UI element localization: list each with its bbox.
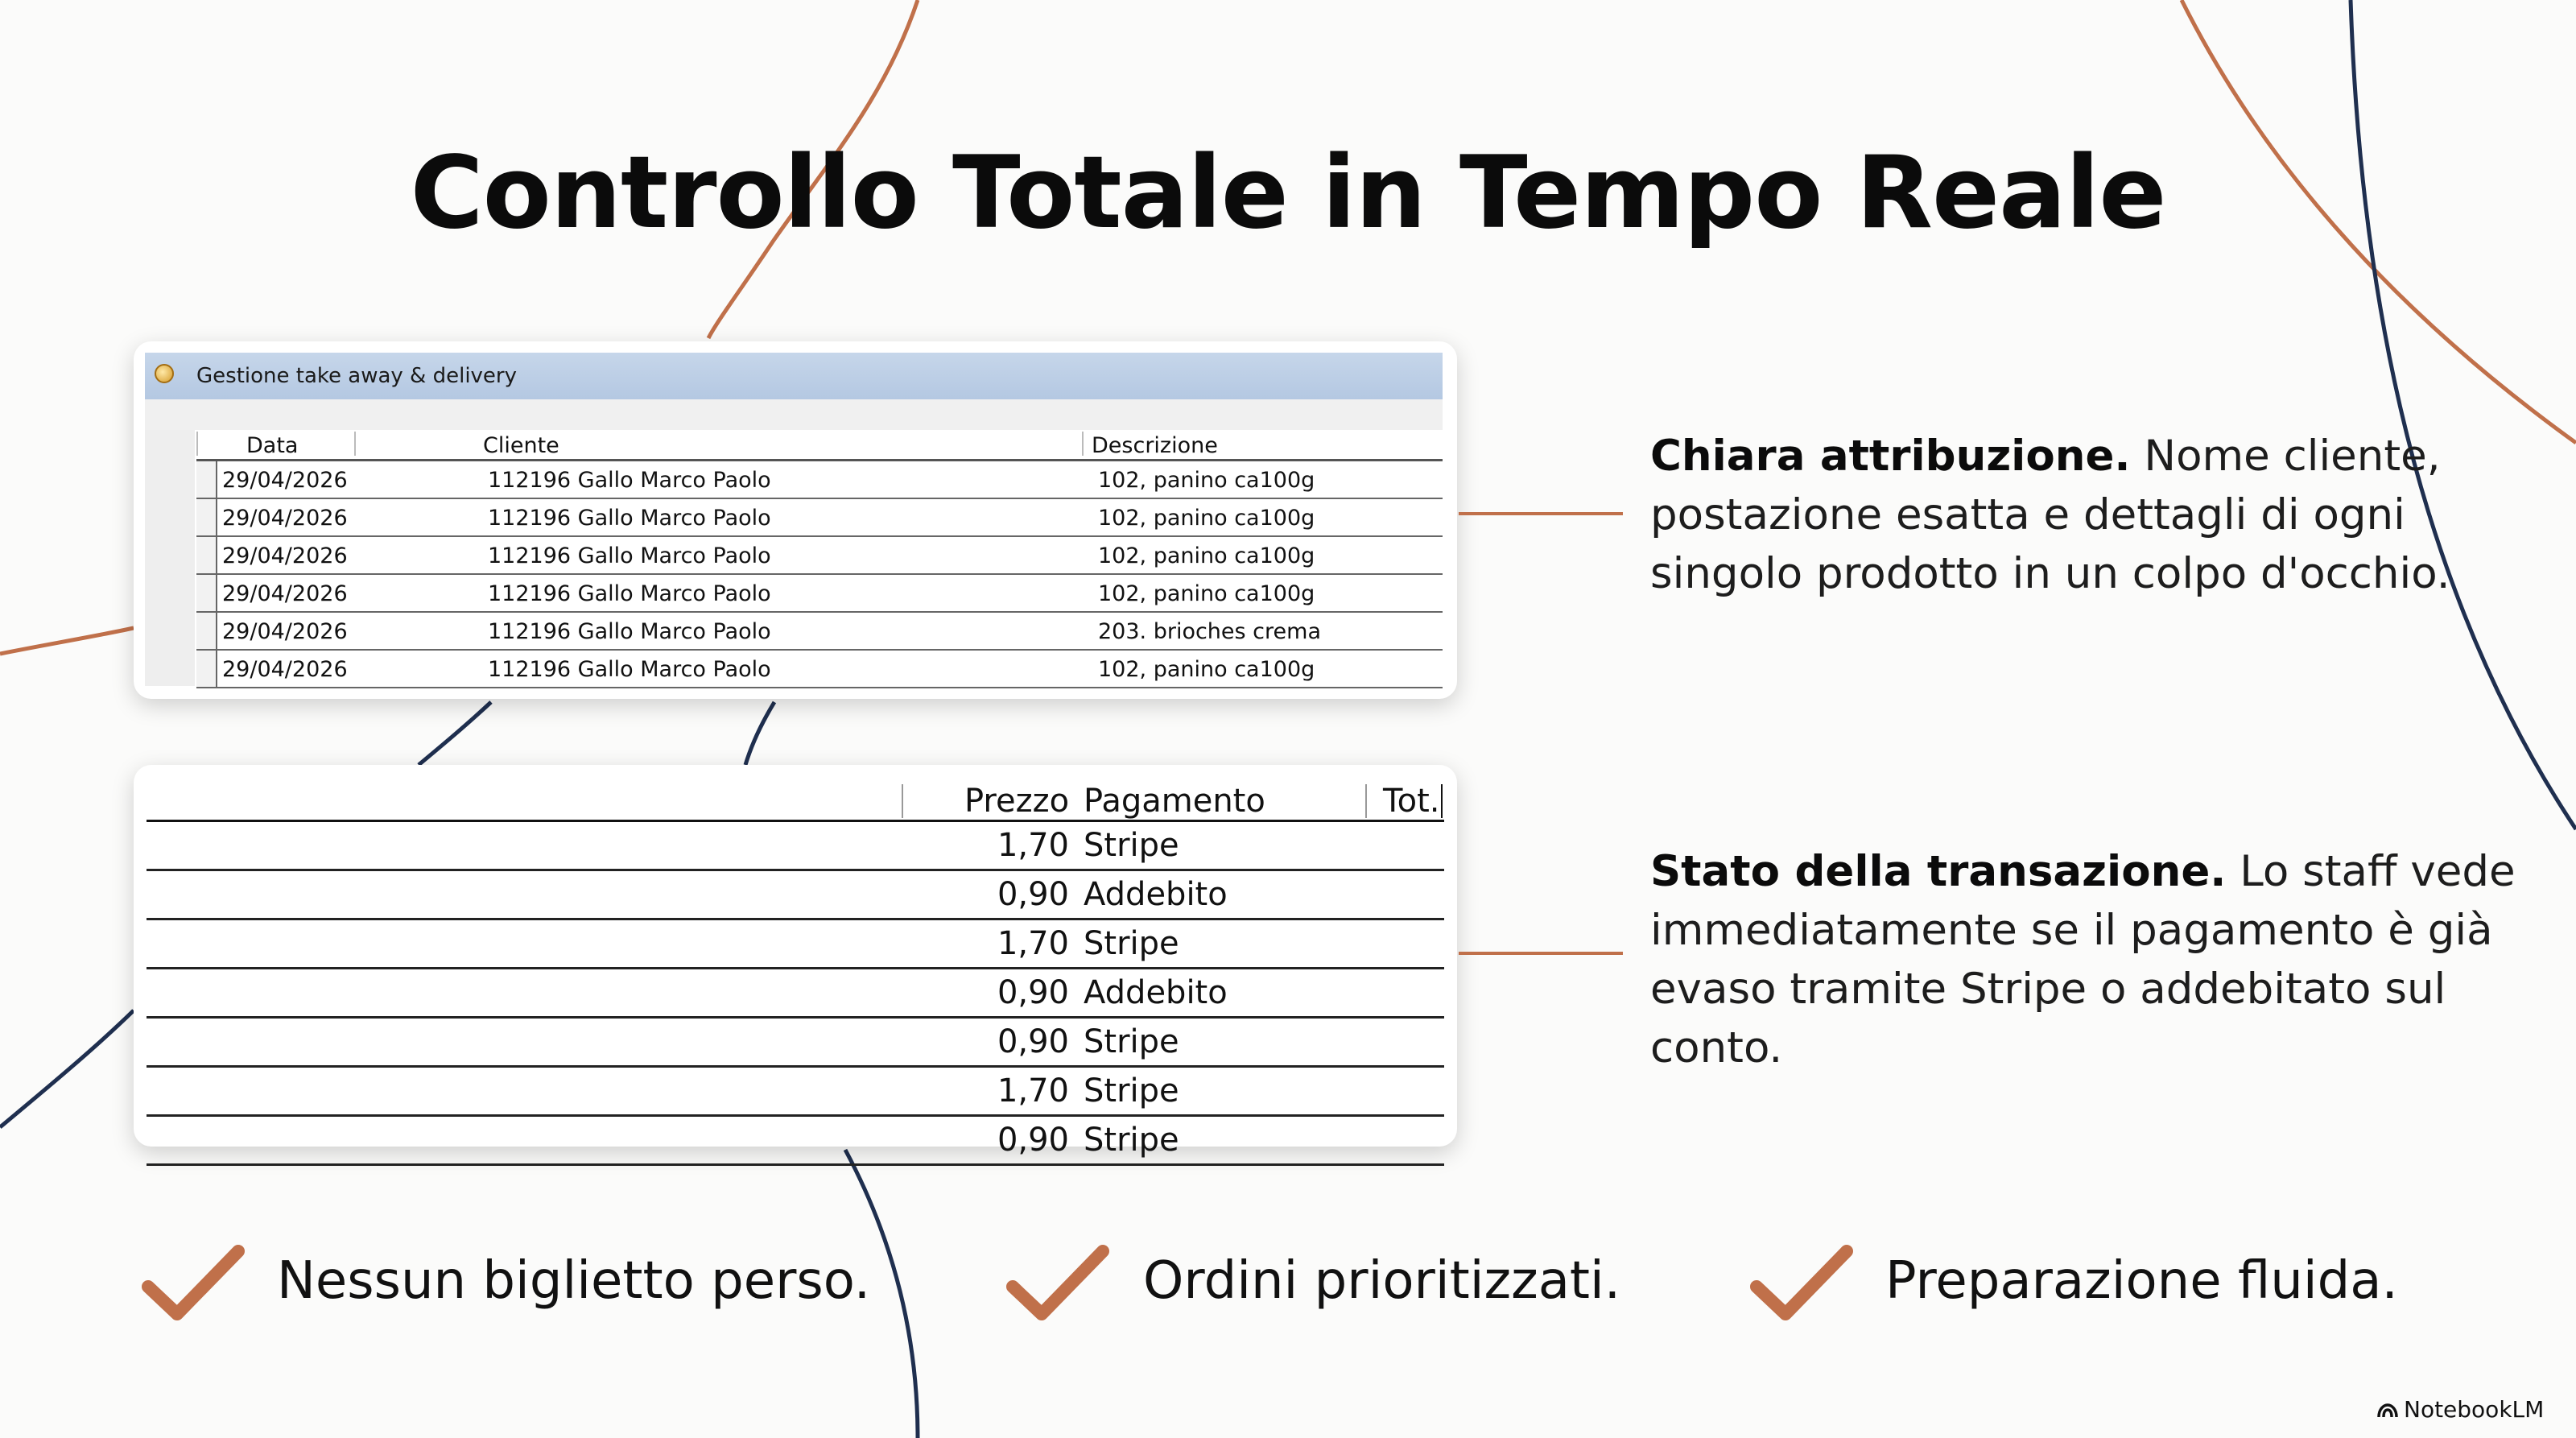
table-row[interactable] (196, 499, 1443, 537)
row-selector[interactable] (196, 499, 217, 535)
callout-attribuzione (1650, 427, 2520, 603)
callout-attribuzione-body: Nome cliente, postazione esatta e dettagli di ogni singolo prodotto in un colpo d'occhio. (1650, 432, 2450, 598)
orange-curve-left (0, 628, 134, 654)
cell-prezzo: 0,90 (997, 974, 1069, 1011)
cell-descrizione: 102, panino ca100g (1098, 506, 1315, 531)
table-row[interactable] (147, 1068, 1444, 1117)
cell-descrizione: 102, panino ca100g (1098, 468, 1315, 493)
table-row[interactable] (147, 1117, 1444, 1166)
cell-cliente: 112196 Gallo Marco Paolo (488, 543, 771, 568)
cell-prezzo: 1,70 (997, 827, 1069, 864)
table-row[interactable] (196, 537, 1443, 575)
cell-data: 29/04/2026 (222, 619, 348, 644)
callout-transazione-body: Lo staff vede immediatamente se il pagamento è già evaso tramite Stripe o addebitato sul conto. (1650, 847, 2516, 1072)
cell-prezzo: 0,90 (997, 1023, 1069, 1060)
cell-pagamento: Addebito (1084, 876, 1228, 913)
notebooklm-logo-icon (2376, 1403, 2399, 1419)
grid-left-gutter (145, 430, 195, 686)
cell-cliente: 112196 Gallo Marco Paolo (488, 506, 771, 531)
takeaway-window-card (134, 341, 1457, 699)
slide-title: Controllo Totale in Tempo Reale (410, 135, 2166, 251)
callout-transazione (1650, 842, 2520, 1077)
cell-pagamento: Stripe (1084, 925, 1179, 962)
cell-descrizione: 102, panino ca100g (1098, 581, 1315, 606)
table-row[interactable] (196, 613, 1443, 651)
table-row[interactable] (196, 651, 1443, 688)
cell-prezzo: 1,70 (997, 1072, 1069, 1109)
cell-descrizione: 102, panino ca100g (1098, 657, 1315, 682)
table-row[interactable] (196, 575, 1443, 613)
benefit-preparazione-fluida: Preparazione fluida. (1885, 1251, 2398, 1311)
column-header-tot[interactable]: Tot. (1383, 783, 1440, 820)
checkmark-icon (1750, 1245, 1855, 1325)
cell-descrizione: 102, panino ca100g (1098, 543, 1315, 568)
cell-data: 29/04/2026 (222, 468, 348, 493)
window-title-bar[interactable] (145, 353, 1443, 399)
window-toolbar-strip (145, 399, 1443, 430)
benefit-nessun-biglietto: Nessun biglietto perso. (277, 1251, 871, 1311)
table-row[interactable] (196, 461, 1443, 499)
column-header-pagamento[interactable]: Pagamento (1084, 783, 1265, 820)
row-selector[interactable] (196, 651, 217, 687)
callout-transazione-heading: Stato della transazione. (1650, 847, 2227, 896)
cell-cliente: 112196 Gallo Marco Paolo (488, 468, 771, 493)
payments-rows (147, 822, 1444, 1159)
notebooklm-brand (2376, 1396, 2544, 1423)
cell-prezzo: 0,90 (997, 876, 1069, 913)
cell-cliente: 112196 Gallo Marco Paolo (488, 657, 771, 682)
cell-pagamento: Addebito (1084, 974, 1228, 1011)
connector-line-transazione (1459, 952, 1623, 955)
cell-pagamento: Stripe (1084, 1072, 1179, 1109)
table-row[interactable] (147, 920, 1444, 969)
cell-data: 29/04/2026 (222, 581, 348, 606)
orders-grid (145, 430, 1443, 686)
connector-line-attribuzione (1459, 512, 1623, 515)
table-row[interactable] (147, 1019, 1444, 1068)
cell-descrizione: 203. brioches crema (1098, 619, 1321, 644)
table-row[interactable] (147, 871, 1444, 920)
cell-cliente: 112196 Gallo Marco Paolo (488, 581, 771, 606)
callout-attribuzione-heading: Chiara attribuzione. (1650, 432, 2131, 481)
navy-curve-left (0, 1010, 134, 1127)
row-selector[interactable] (196, 613, 217, 649)
table-row[interactable] (147, 822, 1444, 871)
cell-prezzo: 0,90 (997, 1122, 1069, 1159)
column-header-descrizione[interactable]: Descrizione (1092, 433, 1218, 458)
cell-data: 29/04/2026 (222, 657, 348, 682)
column-header-prezzo[interactable]: Prezzo (964, 783, 1070, 820)
orders-grid-header (196, 430, 1443, 461)
takeaway-app-icon (155, 364, 174, 383)
payments-header (147, 779, 1444, 822)
row-selector[interactable] (196, 461, 217, 498)
cell-pagamento: Stripe (1084, 1023, 1179, 1060)
navy-curve-mid-a (419, 702, 491, 765)
payments-card (134, 765, 1457, 1159)
checkmark-icon (1006, 1245, 1111, 1325)
checkmark-icon (142, 1245, 246, 1325)
cell-pagamento: Stripe (1084, 1122, 1179, 1159)
cell-data: 29/04/2026 (222, 506, 348, 531)
cell-cliente: 112196 Gallo Marco Paolo (488, 619, 771, 644)
navy-curve-right (2351, 0, 2576, 829)
orders-rows (196, 461, 1443, 688)
column-header-data[interactable]: Data (246, 433, 299, 458)
benefit-ordini-prioritizzati: Ordini prioritizzati. (1143, 1251, 1621, 1311)
brand-label: NotebookLM (2404, 1396, 2545, 1423)
cell-pagamento: Stripe (1084, 827, 1179, 864)
cell-prezzo: 1,70 (997, 925, 1069, 962)
cell-data: 29/04/2026 (222, 543, 348, 568)
table-row[interactable] (147, 969, 1444, 1019)
navy-curve-mid-b (745, 702, 774, 765)
window-title: Gestione take away & delivery (196, 364, 517, 388)
row-selector[interactable] (196, 537, 217, 573)
row-selector[interactable] (196, 575, 217, 611)
column-header-cliente[interactable]: Cliente (483, 433, 559, 458)
